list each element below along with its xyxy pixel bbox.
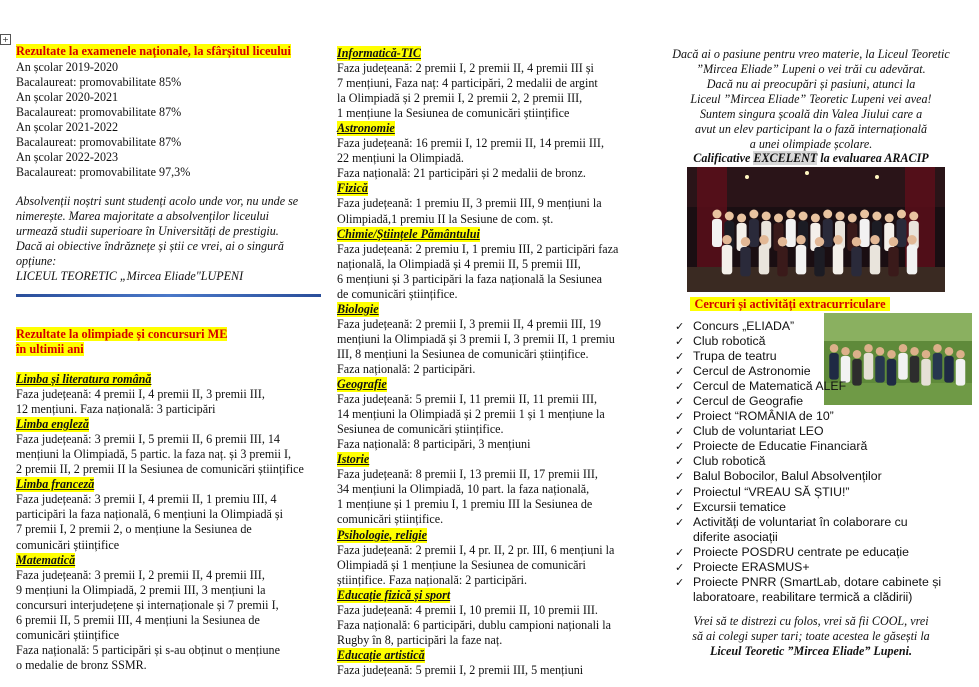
activity-item [675, 424, 975, 439]
text-line: științifice. Faza națională: 2 participări. [337, 572, 528, 587]
text-line: Dacă ai o pasiune pentru vreo materie, la Liceul Teoretic [672, 47, 950, 61]
subject-heading [16, 372, 304, 387]
checkmark-icon: ✓ [675, 365, 685, 379]
checkmark-icon: ✓ [675, 470, 685, 484]
activity-item [675, 349, 975, 364]
text-line: Faza județeană: 4 premii I, 4 premii II, 3 premii III, [16, 387, 265, 402]
text-line: Bacalaureat: promovabilitate 97,3% [16, 165, 191, 180]
text-line: a unei olimpiade școlare. [749, 137, 873, 152]
subject-name: Limba engleză [16, 417, 89, 432]
text-line: Faza județeană: 8 premii I, 13 premii II, 17 premii III, [337, 467, 598, 482]
text-line: 1 mențiune și 1 premiu I, 1 premiu III la Sesiunea de [337, 497, 593, 512]
text-line: 1 mențiune la Sesiunea de comunicări științifice [337, 106, 570, 121]
text-line: Dacă ai obiective îndrăznețe și știi ce vrei, ai o singură [16, 239, 284, 254]
activity-label: Proiectul “VREAU SĂ ȘTIU!” [693, 484, 850, 499]
text-line: Olimpiadă,1 premiu II la Sesiune de com. șt. [337, 211, 554, 226]
text-line: Faza județeană: 3 premii I, 5 premii II, 6 premii III, 14 [16, 432, 280, 447]
subject-heading [337, 181, 618, 196]
checkmark-icon: ✓ [675, 485, 685, 499]
subject-heading [337, 46, 618, 61]
activity-label: Trupa de teatru [693, 349, 777, 364]
text-line: An școlar 2022-2023 [16, 150, 119, 165]
subject-name: Limba franceză [16, 477, 95, 492]
checkmark-icon: ✓ [675, 350, 685, 364]
text-line: Bacalaureat: promovabilitate 87% [16, 135, 182, 150]
text-line: Faza județeană: 3 premii I, 4 premii II, 1 premiu III, 4 [16, 492, 277, 507]
checkmark-icon: ✓ [675, 560, 685, 574]
text-line: Rugby în 8, participări la faze naț. [337, 632, 503, 647]
activity-label: Proiecte POSDRU centrate pe educație [693, 544, 909, 559]
text-line: o medalie de bronz SSMR. [16, 657, 147, 672]
activities-list [675, 319, 975, 605]
activity-label: Balul Bobocilor, Balul Absolvenților [693, 469, 882, 484]
closing-paragraph [657, 614, 965, 644]
exam-results-title: Rezultate la examenele naționale, la sfârșitul liceului [16, 44, 291, 58]
text-line: 6 premii II, 5 premii III, 4 mențiuni la Sesiunea de [16, 612, 260, 627]
activity-label: Club robotică [693, 334, 766, 349]
subject-heading [16, 477, 304, 492]
text-line: 12 mențiuni. Faza națională: 3 participări [16, 402, 216, 417]
stage-group-photo [687, 167, 945, 292]
activity-item [675, 454, 975, 469]
subject-heading [16, 553, 304, 568]
text-line: Faza județeană: 2 premii I, 4 pr. II, 2 pr. III, 6 mențiuni la [337, 542, 615, 557]
activity-item [675, 394, 975, 409]
subjects-left [16, 372, 304, 673]
text-line: Liceul ”Mircea Eliade” Teoretic Lupeni vei avea! [690, 92, 932, 107]
subject-name: Matematică [16, 552, 76, 567]
activity-label: Club de voluntariat LEO [693, 424, 824, 439]
activity-label: laboratoare, reabilitare termică a clădirii) [693, 589, 913, 604]
checkmark-icon: ✓ [675, 455, 685, 469]
subject-name: Fizică [337, 181, 368, 196]
olympiad-title: Rezultate la olimpiade și concursuri ME în ultimii ani [16, 327, 228, 357]
checkmark-icon: ✓ [675, 380, 685, 394]
activity-item [675, 364, 975, 379]
text-line: 7 mențiuni, Faza naț: 4 participări, 2 medalii de argint [337, 76, 598, 91]
activity-item [675, 545, 975, 560]
text-line: mențiuni la Olimpiadă și 3 premii I, 3 premii II, 1 premiu [337, 331, 615, 346]
text-line: Olimpiadă și 1 mențiune la Sesiunea de comunicări [337, 557, 586, 572]
text-line: participări la faza națională, 6 mențiuni la Olimpiadă și [16, 507, 283, 522]
text-line: LICEUL TEORETIC „Mircea Eliade"LUPENI [16, 269, 244, 284]
checkmark-icon: ✓ [675, 425, 685, 439]
text-line: Faza județeană: 4 premii I, 10 premii II, 10 premii III. [337, 602, 598, 617]
checkmark-icon: ✓ [675, 500, 685, 514]
activity-label: Proiecte ERASMUS+ [693, 559, 810, 574]
text-line: Faza națională: 6 participări, dublu campioni naționali la [337, 617, 612, 632]
text-line: comunicări științifice. [337, 512, 444, 527]
subject-heading [337, 302, 618, 317]
text-line: 34 mențiuni la Olimpiadă, 10 part. la faza națională, [337, 482, 590, 497]
text-line: concursuri interjudețene și internaționale și 7 premii I, [16, 597, 279, 612]
text-line: avut un elev participant la o fază internațională [694, 122, 928, 137]
activity-item [675, 590, 975, 605]
text-line: Bacalaureat: promovabilitate 85% [16, 75, 182, 90]
text-line: opțiune: [16, 254, 57, 269]
activity-label: Cercul de Astronomie [693, 364, 811, 379]
text-line: An școlar 2019-2020 [16, 60, 119, 74]
subject-name: Istorie [337, 452, 370, 467]
text-line: de comunicări științifice. [337, 286, 458, 301]
text-line: Vrei să te distrezi cu folos, vrei să fii COOL, vrei [693, 614, 929, 628]
subject-heading [16, 417, 304, 432]
subjects-middle [337, 46, 618, 678]
text-line: 6 mențiuni și 3 participări la faza națională la Sesiunea [337, 271, 602, 286]
checkmark-icon: ✓ [675, 515, 685, 529]
activity-label: Proiect “ROMÂNIA de 10” [693, 409, 834, 424]
activity-item [675, 469, 975, 484]
text-line: Faza națională: 5 participări și s-au obținut o mențiune [16, 642, 280, 657]
text-line: 2 premii II, 2 premii II la Sesiunea de comunicări științifice [16, 462, 304, 477]
text-line: An școlar 2020-2021 [16, 90, 119, 105]
subject-heading [337, 227, 618, 242]
activity-item [675, 530, 975, 545]
subject-name: Educație artistică [337, 647, 425, 662]
checkmark-icon: ✓ [675, 440, 685, 454]
activity-item [675, 515, 975, 530]
activity-label: Proiecte de Educatie Financiară [693, 439, 868, 454]
subject-heading [337, 377, 618, 392]
text-line: III, 8 mențiuni la Sesiunea de comunicări științifice. [337, 346, 589, 361]
text-line: Faza județeană: 2 premii I, 2 premii II, 4 premii III și [337, 61, 594, 76]
text-line: Sesiunea de comunicări științifice. [337, 422, 504, 437]
subject-name: Educație fizică și sport [337, 587, 451, 602]
subject-heading [337, 452, 618, 467]
text-line: ”Mircea Eliade” Lupeni o vei trăi cu adevărat. [696, 62, 926, 77]
subject-name: Biologie [337, 301, 379, 316]
activity-item [675, 485, 975, 500]
checkmark-icon: ✓ [675, 320, 685, 333]
activity-label: Activități de voluntariat în colaborare cu [693, 514, 908, 529]
text-line: 7 premii I, 2 premii 2, o mențiune la Sesiunea de [16, 522, 252, 537]
text-line: să ai colegi super tari; toate acestea le găsești la [692, 629, 930, 644]
text-line: 22 mențiuni la Olimpiadă. [337, 151, 464, 166]
activity-item [675, 379, 975, 394]
activity-label: Cercul de Geografie [693, 394, 804, 409]
exam-results-list [16, 60, 190, 180]
text-line: Suntem singura școală din Valea Jiului care a [699, 107, 923, 122]
subject-heading [337, 528, 618, 543]
checkmark-icon: ✓ [675, 410, 685, 424]
checkmark-icon: ✓ [675, 545, 685, 559]
subject-heading [337, 648, 618, 663]
activity-item [675, 334, 975, 349]
subject-name: Limba și literatura română [16, 372, 152, 386]
text-line: comunicări științifice [16, 627, 120, 642]
activity-item [675, 409, 975, 424]
aracip-qualification: Calificative EXCELENT la evaluarea ARACIP [693, 151, 929, 165]
text-line: Faza națională: 2 participări. [337, 361, 476, 376]
text-line: Faza județeană: 16 premii I, 12 premii II, 14 premii III, [337, 136, 604, 151]
text-line: Dacă nu ai preocupări și pasiuni, atunci la [706, 77, 916, 92]
text-line: la Olimpiadă și 2 premii I, 2 premii 2, 2 premii III, [337, 91, 583, 106]
activity-label: Proiecte PNRR (SmartLab, dotare cabinete și [693, 574, 942, 589]
text-line: Faza națională: 21 participări și 2 medalii de bronz. [337, 166, 586, 181]
text-line: nimerește. Marea majoritate a absolvenților liceului [16, 209, 270, 224]
text-line: Bacalaureat: promovabilitate 87% [16, 105, 182, 120]
activity-item [675, 439, 975, 454]
text-line: Faza națională: 8 participări, 3 mențiuni [337, 437, 531, 452]
passion-paragraph [657, 47, 965, 152]
text-line: 9 mențiuni la Olimpiadă, 2 premii III, 3 mențiuni la [16, 582, 266, 597]
subject-name: Geografie [337, 377, 387, 392]
subject-name: Informatică-TIC [337, 46, 421, 60]
graduates-paragraph [16, 194, 298, 284]
activity-label: diferite asociații [693, 529, 778, 544]
text-line: Faza județeană: 1 premiu II, 3 premii III, 9 mențiuni la [337, 196, 602, 211]
text-line: 14 mențiuni la Olimpiadă și 2 premii 1 și 1 mențiune la [337, 407, 605, 422]
text-line: Faza județeană: 3 premii I, 2 premii II, 4 premii III, [16, 567, 265, 582]
activity-label: Excursii tematice [693, 499, 786, 514]
text-line: națională, la Olimpiadă și 4 premii II, 5 premii III, [337, 256, 581, 271]
checkmark-icon: ✓ [675, 575, 685, 589]
section-divider [16, 294, 321, 297]
activity-label: Cercul de Matematică ALEF [693, 379, 847, 394]
circles-title: Cercuri și activități extracurriculare [657, 297, 923, 312]
text-line: Faza județeană: 5 premii I, 11 premii II, 11 premii III, [337, 392, 598, 407]
text-line: Faza județeană: 2 premii I, 3 premii II, 4 premii III, 19 [337, 316, 601, 331]
text-line: An școlar 2021-2022 [16, 120, 119, 135]
closing-school-name: Liceul Teoretic ”Mircea Eliade” Lupeni. [709, 644, 913, 658]
table-move-handle-icon[interactable]: + [0, 34, 11, 45]
subject-heading [337, 588, 618, 603]
activity-item [675, 575, 975, 590]
subject-name: Astronomie [337, 121, 395, 136]
text-line: Absolvenții noștri sunt studenți acolo unde vor, nu unde se [16, 194, 299, 208]
text-line: Faza județeană: 2 premiu I, 1 premiu III, 2 participări faza [337, 241, 619, 256]
subject-name: Psihologie, religie [337, 527, 428, 542]
subject-name: Chimie/Științele Pământului [337, 226, 480, 241]
activity-item [675, 319, 975, 334]
text-line: comunicări științifice [16, 537, 120, 552]
activity-label: Concurs „ELIADA” [693, 319, 795, 333]
text-line: Faza județeană: 5 premii I, 2 premii III, 5 mențiuni [337, 662, 584, 677]
activity-item [675, 560, 975, 575]
text-line: mențiuni la Olimpiadă, 5 partic. la faza naț. și 3 premii I, [16, 447, 292, 462]
checkmark-icon: ✓ [675, 335, 685, 349]
subject-heading [337, 121, 618, 136]
activity-label: Club robotică [693, 454, 766, 469]
activity-item [675, 500, 975, 515]
checkmark-icon: ✓ [675, 395, 685, 409]
text-line: urmează studii superioare în Universități de prestigiu. [16, 224, 279, 239]
